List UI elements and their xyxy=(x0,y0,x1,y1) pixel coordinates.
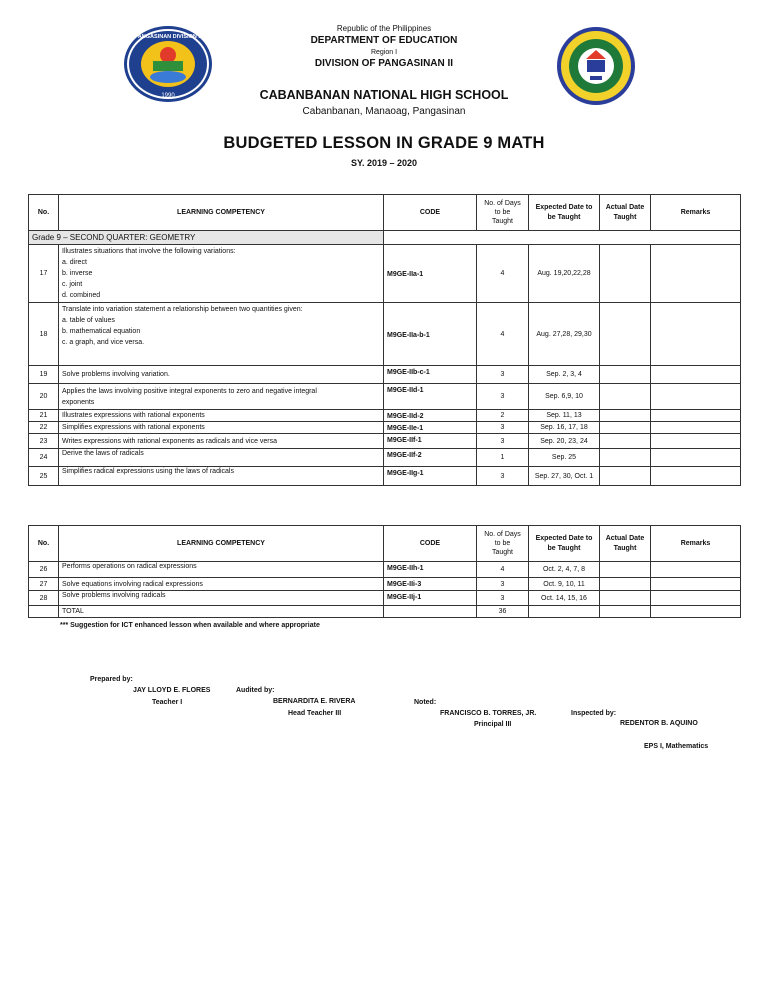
row-expected-date: Sep. 6,9, 10 xyxy=(529,384,600,410)
col-header-expected-date: Expected Date to be Taught xyxy=(529,195,600,231)
row-actual-date xyxy=(600,245,651,303)
row-remarks xyxy=(651,578,741,591)
total-label: TOTAL xyxy=(59,606,384,618)
row-days: 2 xyxy=(477,410,529,422)
row-actual-date xyxy=(600,410,651,422)
prepared-name: JAY LLOYD E. FLORES xyxy=(133,687,211,694)
quarter-row xyxy=(29,231,741,245)
row-remarks xyxy=(651,434,741,449)
prepared-label: Prepared by: xyxy=(90,676,133,683)
school-year: SY. 2019 – 2020 xyxy=(350,158,418,168)
row-no: 28 xyxy=(29,591,59,606)
table-header-row xyxy=(29,526,741,562)
row-expected-date: Oct. 14, 15, 16 xyxy=(529,591,600,606)
quarter-label: Grade 9 – SECOND QUARTER: GEOMETRY xyxy=(29,231,384,245)
row-actual-date xyxy=(600,467,651,486)
row-code: M9GE-IIj-1 xyxy=(384,591,477,606)
row-code: M9GE-IId-2 xyxy=(384,410,477,422)
row-actual-date xyxy=(600,422,651,434)
row-remarks xyxy=(651,467,741,486)
row-expected-date: Sep. 20, 23, 24 xyxy=(529,434,600,449)
row-days: 3 xyxy=(477,467,529,486)
col-header-no: No. xyxy=(29,195,59,231)
col-header-no: No. xyxy=(29,526,59,562)
row-days: 3 xyxy=(477,578,529,591)
row-no: 25 xyxy=(29,467,59,486)
row-competency: Simplifies expressions with rational exponents xyxy=(59,422,384,434)
row-no: 17 xyxy=(29,245,59,303)
table-row xyxy=(29,245,741,303)
row-remarks xyxy=(651,384,741,410)
row-days: 3 xyxy=(477,422,529,434)
row-competency: Illustrates situations that involve the following variations: a. direct b. inverse c. joint d. combined xyxy=(59,245,384,303)
row-no: 23 xyxy=(29,434,59,449)
row-competency: Writes expressions with rational exponents as radicals and vice versa xyxy=(59,434,384,449)
col-header-code: CODE xyxy=(384,526,477,562)
col-header-competency: LEARNING COMPETENCY xyxy=(59,526,384,562)
row-competency: Solve equations involving radical expressions xyxy=(59,578,384,591)
row-remarks xyxy=(651,422,741,434)
row-expected-date: Oct. 2, 4, 7, 8 xyxy=(529,562,600,578)
school-name: CABANBANAN NATIONAL HIGH SCHOOL xyxy=(259,88,509,102)
inspected-label: Inspected by: xyxy=(571,710,617,717)
table-row xyxy=(29,434,741,449)
row-actual-date xyxy=(600,366,651,384)
row-expected-date: Sep. 11, 13 xyxy=(529,410,600,422)
table-row xyxy=(29,422,741,434)
row-days: 3 xyxy=(477,434,529,449)
budget-table-second-quarter xyxy=(28,194,741,486)
row-remarks xyxy=(651,366,741,384)
audited-title: Head Teacher III xyxy=(288,710,342,717)
school-address: Cabanbanan, Manaoag, Pangasinan xyxy=(302,106,466,117)
row-code: M9GE-IIh-1 xyxy=(384,562,477,578)
row-actual-date xyxy=(600,591,651,606)
row-competency: Translate into variation statement a relationship between two quantities given: a. table of values b. mathematical equation c. a graph, and vice versa. xyxy=(59,303,384,366)
row-code: M9GE-IIi-3 xyxy=(384,578,477,591)
row-code: M9GE-IIb-c-1 xyxy=(384,366,477,384)
row-competency: Derive the laws of radicals xyxy=(59,449,384,467)
region-line: Region I xyxy=(370,49,398,56)
row-days: 4 xyxy=(477,245,529,303)
row-days: 3 xyxy=(477,384,529,410)
row-days: 1 xyxy=(477,449,529,467)
table-header-row xyxy=(29,195,741,231)
row-expected-date: Aug. 19,20,22,28 xyxy=(529,245,600,303)
row-actual-date xyxy=(600,578,651,591)
budget-table-continued xyxy=(28,525,741,618)
total-days: 36 xyxy=(477,606,529,618)
row-competency: Solve problems involving radicals xyxy=(59,591,384,606)
row-actual-date xyxy=(600,449,651,467)
audited-name: BERNARDITA E. RIVERA xyxy=(273,698,356,705)
row-no: 21 xyxy=(29,410,59,422)
col-header-expected-date: Expected Date to be Taught xyxy=(529,526,600,562)
row-days: 4 xyxy=(477,562,529,578)
table-row xyxy=(29,366,741,384)
inspected-title: EPS I, Mathematics xyxy=(644,743,709,750)
col-header-actual-date: Actual Date Taught xyxy=(600,195,651,231)
row-actual-date xyxy=(600,434,651,449)
table-row xyxy=(29,303,741,366)
row-competency: Illustrates expressions with rational exponents xyxy=(59,410,384,422)
row-code: M9GE-IIf-2 xyxy=(384,449,477,467)
row-remarks xyxy=(651,591,741,606)
col-header-code: CODE xyxy=(384,195,477,231)
noted-label: Noted: xyxy=(414,699,437,706)
row-code: M9GE-IIf-1 xyxy=(384,434,477,449)
row-actual-date xyxy=(600,303,651,366)
row-actual-date xyxy=(600,562,651,578)
row-remarks xyxy=(651,449,741,467)
table-row xyxy=(29,591,741,606)
row-no: 18 xyxy=(29,303,59,366)
noted-title: Principal III xyxy=(474,721,512,728)
row-expected-date: Sep. 2, 3, 4 xyxy=(529,366,600,384)
row-code: M9GE-IId-1 xyxy=(384,384,477,410)
table-row xyxy=(29,578,741,591)
row-no: 22 xyxy=(29,422,59,434)
row-code: M9GE-IIa-b-1 xyxy=(384,303,477,366)
table-row xyxy=(29,410,741,422)
table-row xyxy=(29,562,741,578)
col-header-remarks: Remarks xyxy=(651,195,741,231)
col-header-days: No. of Days to be Taught xyxy=(477,195,529,231)
row-competency: Solve problems involving variation. xyxy=(59,366,384,384)
row-remarks xyxy=(651,562,741,578)
row-expected-date: Sep. 27, 30, Oct. 1 xyxy=(529,467,600,486)
svg-text:PANGASINAN DIVISION II: PANGASINAN DIVISION II xyxy=(134,34,202,40)
row-actual-date xyxy=(600,384,651,410)
row-competency: Applies the laws involving positive integral exponents to zero and negative integral exponents xyxy=(59,384,384,410)
row-remarks xyxy=(651,303,741,366)
prepared-title: Teacher I xyxy=(152,699,183,706)
audited-label: Audited by: xyxy=(236,687,275,694)
col-header-actual-date: Actual Date Taught xyxy=(600,526,651,562)
row-expected-date: Sep. 25 xyxy=(529,449,600,467)
row-days: 4 xyxy=(477,303,529,366)
row-code: M9GE-IIg-1 xyxy=(384,467,477,486)
row-no: 19 xyxy=(29,366,59,384)
pangasinan-division-seal-logo xyxy=(123,25,213,103)
row-days: 3 xyxy=(477,366,529,384)
document-title: BUDGETED LESSON IN GRADE 9 MATH xyxy=(223,134,545,152)
cabanbanan-nhs-seal-logo xyxy=(556,26,636,106)
division-line: DIVISION OF PANGASINAN II xyxy=(314,58,454,69)
col-header-remarks: Remarks xyxy=(651,526,741,562)
row-code: M9GE-IIa-1 xyxy=(384,245,477,303)
row-no: 24 xyxy=(29,449,59,467)
noted-name: FRANCISCO B. TORRES, JR. xyxy=(440,710,537,717)
row-no: 20 xyxy=(29,384,59,410)
row-competency: Simplifies radical expressions using the laws of radicals xyxy=(59,467,384,486)
department-line: DEPARTMENT OF EDUCATION xyxy=(310,35,458,46)
total-row xyxy=(29,606,741,618)
svg-text:1990: 1990 xyxy=(161,93,175,99)
row-competency: Performs operations on radical expressions xyxy=(59,562,384,578)
row-expected-date: Sep. 16, 17, 18 xyxy=(529,422,600,434)
table-row xyxy=(29,449,741,467)
col-header-competency: LEARNING COMPETENCY xyxy=(59,195,384,231)
inspected-name: REDENTOR B. AQUINO xyxy=(620,720,698,727)
row-expected-date: Aug. 27,28, 29,30 xyxy=(529,303,600,366)
row-code: M9GE-IIe-1 xyxy=(384,422,477,434)
row-no: 27 xyxy=(29,578,59,591)
col-header-days: No. of Days to be Taught xyxy=(477,526,529,562)
table-row xyxy=(29,467,741,486)
row-remarks xyxy=(651,410,741,422)
row-no: 26 xyxy=(29,562,59,578)
row-expected-date: Oct. 9, 10, 11 xyxy=(529,578,600,591)
ict-footnote: *** Suggestion for ICT enhanced lesson when available and where appropriate xyxy=(60,622,320,629)
republic-line: Republic of the Philippines xyxy=(336,24,432,33)
table-row xyxy=(29,384,741,410)
row-days: 3 xyxy=(477,591,529,606)
row-remarks xyxy=(651,245,741,303)
